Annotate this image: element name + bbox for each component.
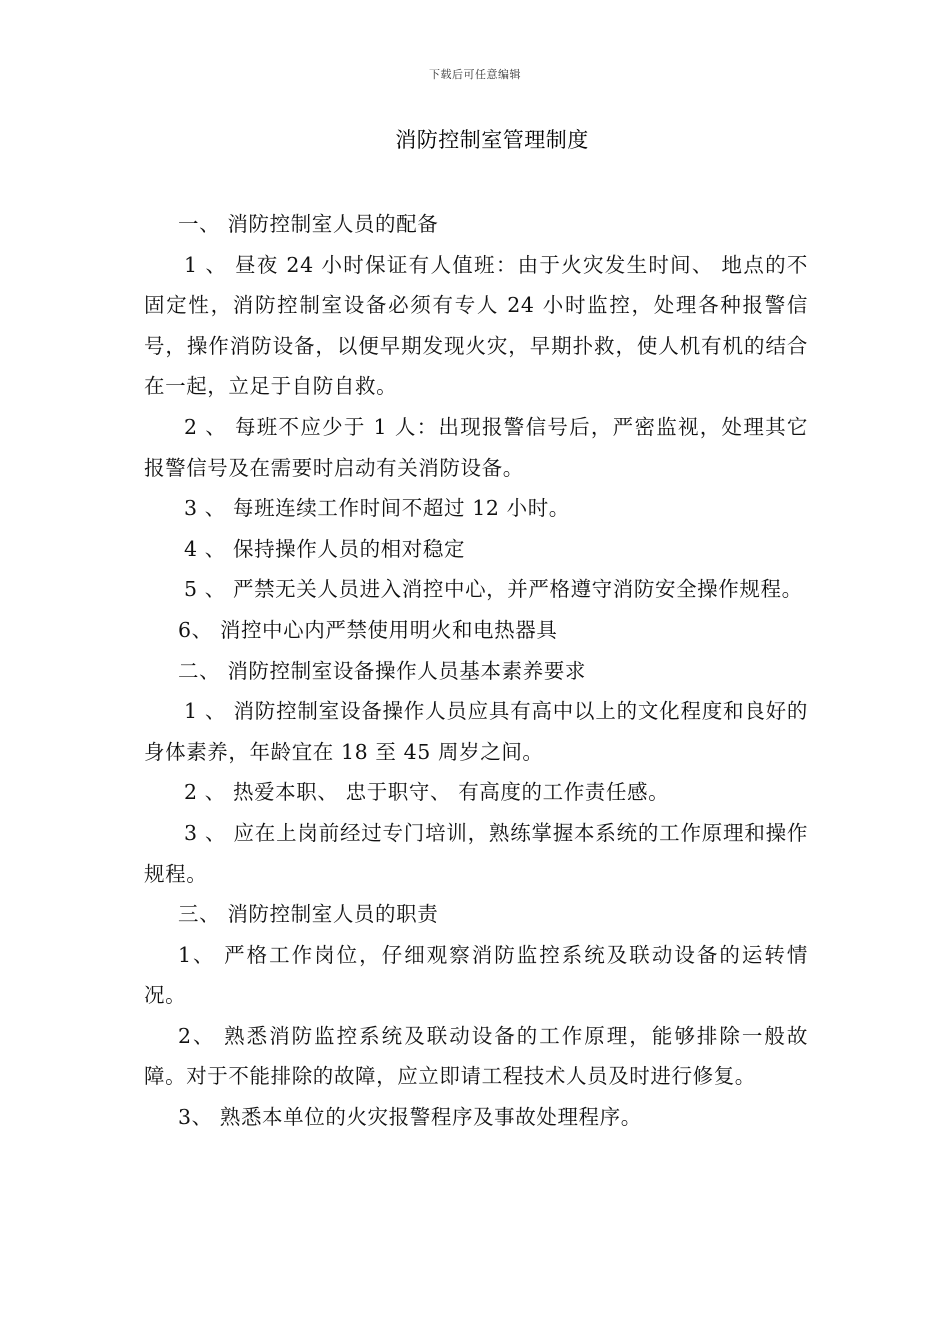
list-item-3-1: 1、 严格工作岗位，仔细观察消防监控系统及联动设备的运转情况。: [144, 942, 808, 1008]
list-item-1-6: 6、 消控中心内严禁使用明火和电热器具: [178, 617, 558, 642]
document-body: [144, 204, 808, 1138]
list-item-1-2: 2 、 每班不应少于 1 人：出现报警信号后，严密监视，处理其它报警信号及在需要时启动有关消防设备。: [144, 414, 808, 480]
list-item-1-5: 5 、 严禁无关人员进入消控中心，并严格遵守消防安全操作规程。: [184, 577, 803, 602]
document-title: 消防控制室管理制度: [395, 128, 589, 152]
list-item-2-3: 3 、 应在上岗前经过专门培训，熟练掌握本系统的工作原理和操作规程。: [144, 820, 808, 886]
list-item-3-3: 3、 熟悉本单位的火灾报警程序及事故处理程序。: [178, 1105, 642, 1130]
section-heading-2: 二、 消防控制室设备操作人员基本素养要求: [178, 658, 587, 683]
list-item-1-1: 1 、 昼夜 24 小时保证有人值班：由于火灾发生时间、 地点的不固定性，消防控制室设备必须有专人 24 小时监控，处理各种报警信号，操作消防设备，以便早期发现火灾，早期扑救，使人机有机的结合在一起，立足于自防自救。: [144, 252, 808, 399]
list-item-2-1: 1 、 消防控制室设备操作人员应具有高中以上的文化程度和良好的身体素养，年龄宜在 18 至 45 周岁之间。: [144, 699, 808, 764]
list-item-1-3: 3 、 每班连续工作时间不超过 12 小时。: [184, 496, 570, 521]
header-note: 下载后可任意编辑: [429, 68, 521, 81]
section-heading-3: 三、 消防控制室人员的职责: [178, 902, 439, 927]
list-item-2-2: 2 、 热爱本职、 忠于职守、 有高度的工作责任感。: [184, 780, 670, 805]
list-item-1-4: 4 、 保持操作人员的相对稳定: [184, 536, 466, 561]
list-item-3-2: 2、 熟悉消防监控系统及联动设备的工作原理，能够排除一般故障。对于不能排除的故障，应立即请工程技术人员及时进行修复。: [144, 1023, 808, 1089]
section-heading-1: 一、 消防控制室人员的配备: [178, 212, 439, 236]
